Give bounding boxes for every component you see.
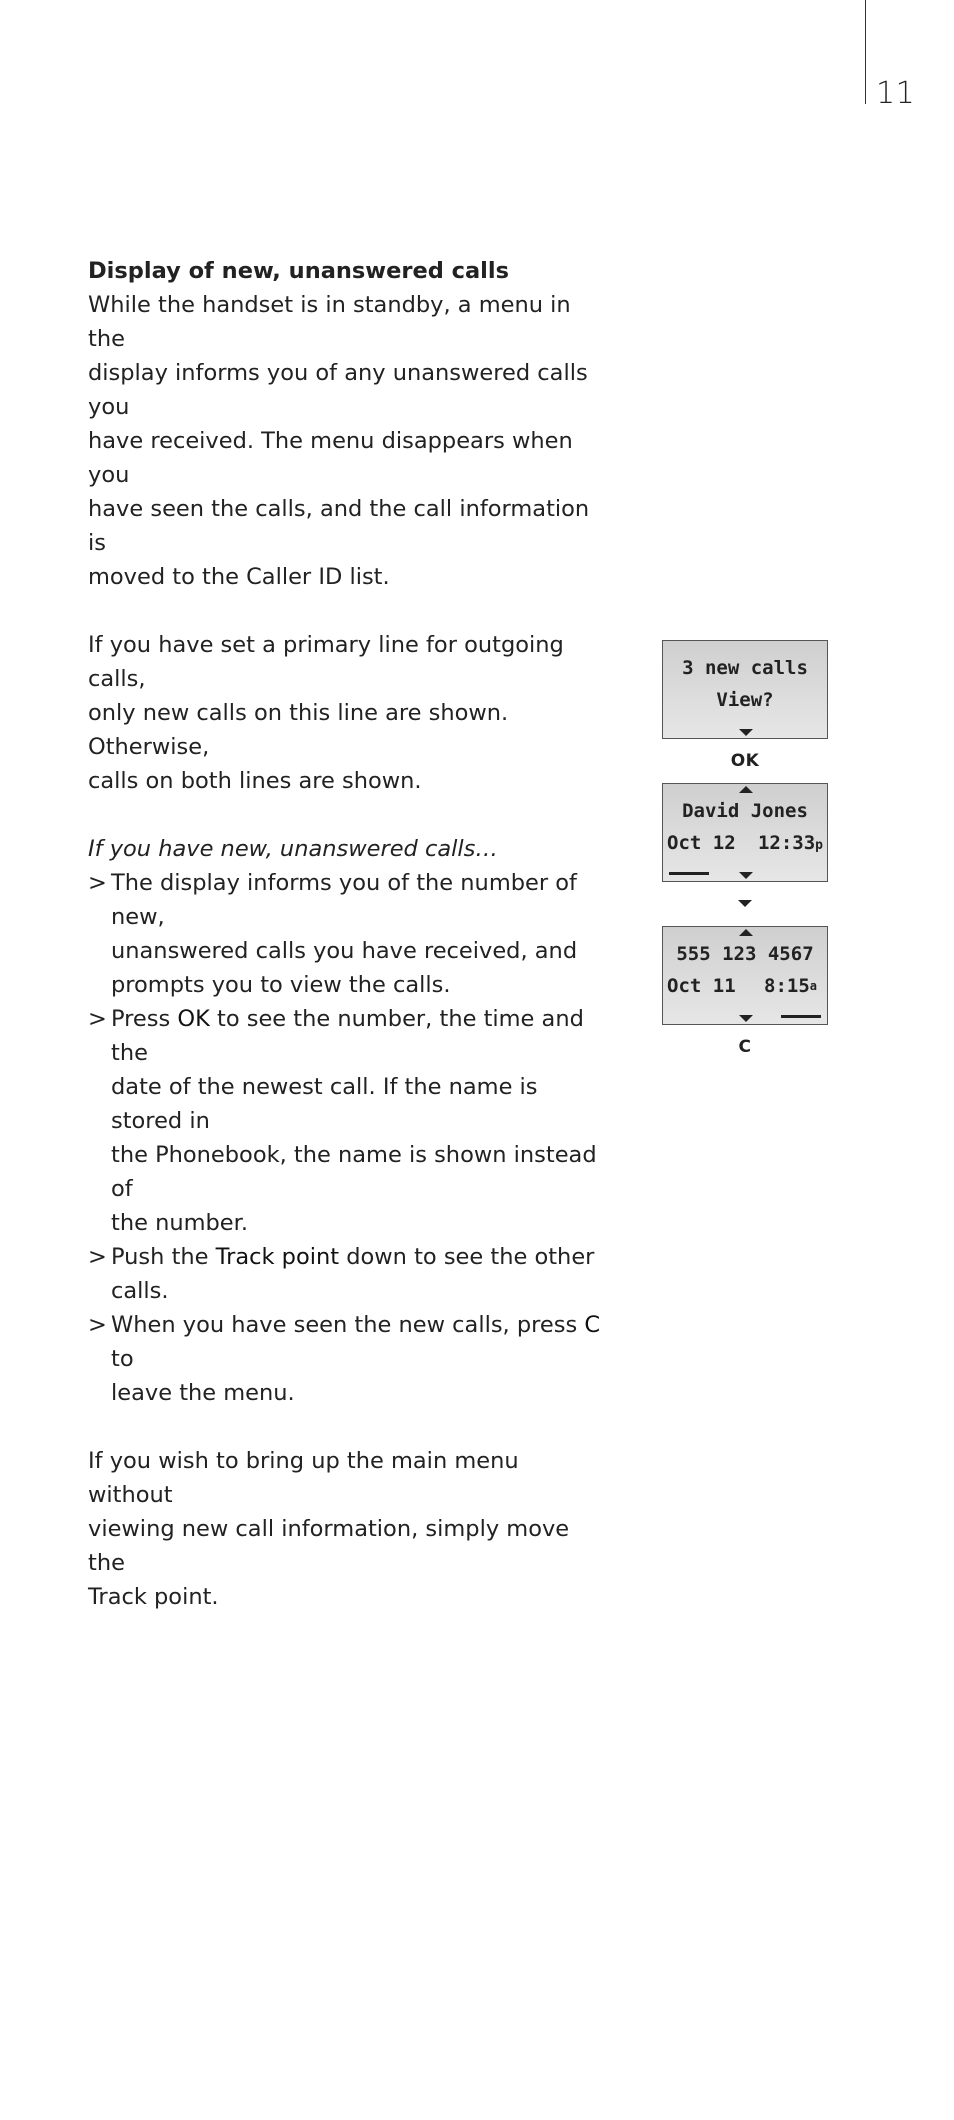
step-line — [111, 1308, 608, 1376]
step-text: Press — [111, 1006, 178, 1032]
subheading: If you have new, unanswered calls… — [88, 836, 498, 862]
track-point-key-label: Track point — [215, 1244, 340, 1270]
call-time-value: 8:15 — [764, 975, 810, 997]
pm-indicator: p — [815, 838, 823, 853]
text-column — [88, 254, 608, 1648]
step-line: leave the menu. — [111, 1380, 295, 1406]
step-text: Push the — [111, 1244, 216, 1270]
step-line: date of the newest call. If the name is stored in — [111, 1074, 538, 1134]
ok-button-label: OK — [730, 751, 760, 771]
call-date: Oct 12 — [667, 832, 736, 854]
steps-list — [88, 832, 608, 1410]
am-indicator: a — [809, 979, 817, 993]
handset-display-caller-number — [662, 926, 828, 1025]
step-line: prompts you to view the calls. — [111, 972, 451, 998]
text-line: viewing new call information, simply move the — [88, 1516, 570, 1576]
step-text: to see the number, the time and the — [111, 1006, 584, 1066]
text-line: only new calls on this line are shown. Otherwise, — [88, 700, 509, 760]
line-indicator-bar — [669, 872, 709, 875]
call-date: Oct 11 — [667, 975, 736, 997]
ok-key-label: OK — [177, 1006, 210, 1032]
section-title: Display of new, unanswered calls — [88, 258, 509, 284]
step-line: the number. — [111, 1210, 248, 1236]
text-line: have seen the calls, and the call information is — [88, 496, 590, 556]
handset-display-new-calls — [662, 640, 828, 739]
step-item — [88, 1002, 608, 1240]
step-line: The display informs you of the number of new, — [111, 870, 577, 930]
scroll-up-icon — [739, 786, 753, 793]
text-line: moved to the Caller ID list. — [88, 564, 390, 590]
step-line — [111, 1002, 608, 1070]
display-line: View? — [716, 689, 774, 711]
step-line: calls. — [111, 1278, 169, 1304]
closing-paragraph — [88, 1444, 608, 1614]
step-marker: > — [88, 1244, 107, 1270]
call-time — [758, 828, 823, 861]
page-rule — [865, 0, 866, 104]
text-line: calls on both lines are shown. — [88, 768, 422, 794]
line-indicator-bar — [781, 1015, 821, 1018]
step-line: the Phonebook, the name is shown instead of — [111, 1142, 597, 1202]
call-time — [764, 971, 817, 1001]
handset-display-caller-name — [662, 783, 828, 882]
step-line — [111, 1240, 608, 1274]
display-line — [663, 971, 827, 1001]
step-marker: > — [88, 870, 107, 896]
text-line: If you have set a primary line for outgoing calls, — [88, 632, 564, 692]
intro-paragraph — [88, 254, 608, 594]
display-illustrations — [662, 640, 828, 1069]
c-button-label: C — [738, 1037, 752, 1057]
primary-line-paragraph — [88, 628, 608, 798]
call-time-value: 12:33 — [757, 832, 816, 854]
step-marker: > — [88, 1312, 107, 1338]
step-line: unanswered calls you have received, and — [111, 938, 578, 964]
text-line: While the handset is in standby, a menu in the — [88, 292, 571, 352]
page-number: 11 — [876, 76, 916, 111]
text-line: have received. The menu disappears when you — [88, 428, 573, 488]
scroll-up-icon — [739, 929, 753, 936]
text-line: display informs you of any unanswered calls you — [88, 360, 588, 420]
step-text: down to see the other — [339, 1244, 595, 1270]
text-line: If you wish to bring up the main menu without — [88, 1448, 519, 1508]
step-text: When you have seen the new calls, press — [111, 1312, 585, 1338]
scroll-down-icon — [739, 1015, 753, 1022]
text-line: Track point. — [88, 1584, 219, 1610]
scroll-down-icon — [739, 872, 753, 879]
display-line: 3 new calls — [682, 657, 808, 679]
step-item — [88, 1308, 608, 1410]
step-item — [88, 1240, 608, 1308]
step-marker: > — [88, 1006, 107, 1032]
step-item — [88, 866, 608, 1002]
track-point-down-indicator — [662, 882, 828, 926]
chevron-down-icon — [738, 900, 752, 907]
display-line — [663, 828, 827, 858]
step-text: to — [111, 1346, 134, 1372]
display-line: David Jones — [682, 800, 808, 822]
c-key-label: C — [584, 1312, 601, 1338]
display-line: 555 123 4567 — [676, 943, 814, 965]
scroll-down-icon — [739, 729, 753, 736]
